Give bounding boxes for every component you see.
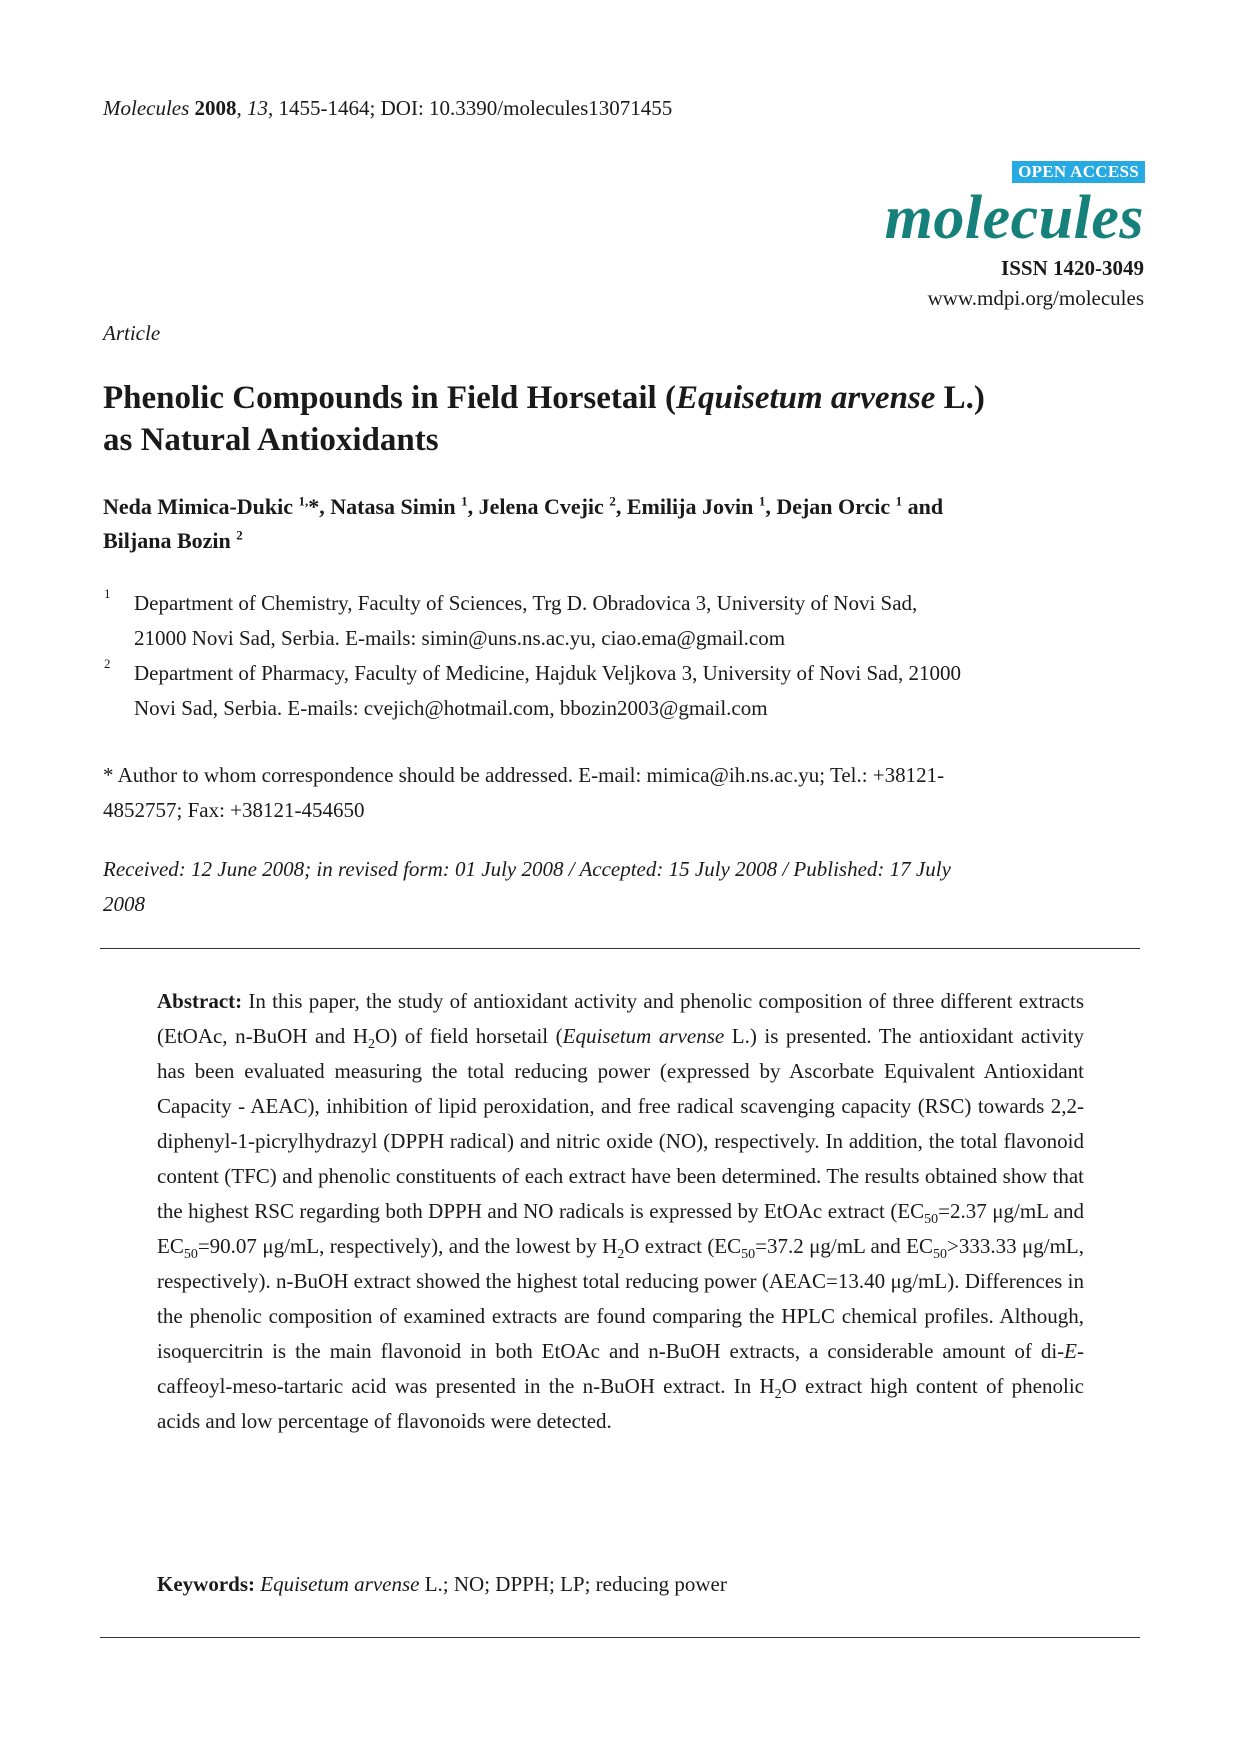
author-affiliation: 1 — [895, 493, 903, 509]
subscript: 50 — [183, 1247, 198, 1263]
abstract-label: Abstract: — [157, 989, 243, 1013]
affiliation-number: 2 — [104, 656, 111, 671]
abstract — [157, 984, 1084, 1439]
abstract-text: =90.07 μg/mL, respectively), and the lowest by H — [197, 1234, 618, 1258]
dates-line: 2008 — [103, 892, 145, 916]
author-affiliation: 2 — [236, 527, 243, 543]
title-species: Equisetum arvense — [675, 380, 936, 416]
keywords-label: Keywords: — [157, 1572, 255, 1596]
affiliation-number: 1 — [104, 586, 111, 601]
abstract-text: =37.2 μg/mL and EC — [755, 1234, 934, 1258]
subscript: 2 — [368, 1037, 376, 1053]
author-name: Jelena Cvejic — [478, 494, 604, 519]
abstract-text: O extract (EC — [624, 1234, 742, 1258]
subscript: 50 — [924, 1212, 939, 1228]
affiliation-line: Novi Sad, Serbia. E-mails: cvejich@hotmail.com, bbozin2003@gmail.com — [134, 696, 768, 720]
abstract-text: =2.37 μg/mL and EC — [157, 1199, 1084, 1258]
subscript: 2 — [617, 1247, 625, 1263]
author-name: Natasa Simin — [330, 494, 456, 519]
author-affiliation: 1 — [461, 493, 468, 509]
abstract-text: O) of field horsetail ( — [375, 1024, 563, 1048]
abstract-text: O extract high content of phenolic acids and low percentage of flavonoids were detected. — [157, 1374, 1084, 1433]
correspondence-line: * Author to whom correspondence should be addressed. E-mail: mimica@ih.ns.ac.yu; Tel.: +38121- — [103, 763, 945, 787]
author-list: Neda Mimica-Dukic $^{1,}$*, Natasa Simin $^1$, Jelena Cvejic $^2$, Emilija Jovin $^1$, Dejan Orcic $^1$ and Biljana Bozin $^2$ — [103, 493, 944, 553]
affiliation-2 — [134, 656, 1134, 726]
authors-and: and — [907, 494, 944, 519]
author-affiliation: 1, — [298, 493, 309, 509]
subscript: 50 — [741, 1247, 756, 1263]
author-affiliation: 1 — [758, 493, 766, 509]
paper-title — [103, 377, 1143, 461]
author-name: Emilija Jovin — [626, 494, 754, 519]
journal-name: Molecules — [103, 96, 190, 120]
title-line2: as Natural Antioxidants — [103, 422, 439, 458]
affiliation-1 — [134, 586, 1134, 656]
affiliation-line: 21000 Novi Sad, Serbia. E-mails: simin@uns.ns.ac.yu, ciao.ema@gmail.com — [134, 626, 786, 650]
journal-reference: Molecules 2008, 13, 1455-1464; DOI: 10.3390/molecules13071455 — [103, 96, 673, 120]
dates-line: Received: 12 June 2008; in revised form: 01 July 2008 / Accepted: 15 July 2008 / Published: 17 July — [103, 857, 951, 881]
keywords-species: Equisetum arvense — [260, 1572, 420, 1596]
affiliation-line: Department of Pharmacy, Faculty of Medicine, Hajduk Veljkova 3, University of Novi Sad, 21000 — [134, 661, 961, 685]
divider-bottom — [100, 1637, 1140, 1638]
author-name: Dejan Orcic — [776, 494, 891, 519]
abstract-text: -caffeoyl-meso-tartaric acid was presented in the n-BuOH extract. In H — [157, 1339, 1084, 1398]
subscript: 50 — [933, 1247, 948, 1263]
keywords — [157, 1567, 1084, 1602]
title-part1: Phenolic Compounds in Field Horsetail ( — [103, 380, 676, 416]
abstract-species: Equisetum arvense — [562, 1024, 725, 1048]
subscript: 2 — [774, 1387, 782, 1403]
author-name: Neda Mimica-Dukic — [103, 494, 294, 519]
publication-dates — [103, 852, 1143, 922]
journal-volume: 13 — [247, 96, 269, 120]
author-affiliation: 2 — [609, 493, 616, 509]
issn: ISSN 1420-3049 — [1001, 256, 1144, 280]
keywords-text: L.; NO; DPPH; LP; reducing power — [419, 1572, 727, 1596]
article-type: Article — [103, 321, 161, 345]
author-name: Biljana Bozin — [103, 528, 231, 553]
correspondence-note — [103, 758, 1143, 828]
divider-top — [100, 948, 1140, 949]
abstract-italic: E — [1064, 1339, 1077, 1363]
journal-pages-doi: , 1455-1464; DOI: 10.3390/molecules13071455 — [268, 96, 673, 120]
affiliation-line: Department of Chemistry, Faculty of Sciences, Trg D. Obradovica 3, University of Novi Sad, — [134, 591, 918, 615]
title-part2: L.) — [935, 380, 985, 416]
abstract-text: >333.33 μg/mL, respectively). n-BuOH extract showed the highest total reducing power (AEAC=13.40 μg/mL). Differences in the phenolic composition of examined extracts are found comparing the HPLC chemical profiles. Although, isoquercitrin is the main flavonoid in both EtOAc and n-BuOH extracts, a considerable amount of di- — [157, 1234, 1084, 1363]
correspondence-line: 4852757; Fax: +38121-454650 — [103, 798, 365, 822]
journal-year: 2008 — [194, 96, 237, 120]
open-access-badge: OPEN ACCESS — [1012, 161, 1145, 183]
corresponding-mark: * — [308, 494, 320, 519]
abstract-text: In this paper, the study of antioxidant activity and phenolic composition of three different extracts (EtOAc, n-BuOH and H — [157, 989, 1084, 1048]
abstract-text: L.) is presented. The antioxidant activity has been evaluated measuring the total reducing power (expressed by Ascorbate Equivalent Antioxidant Capacity - AEAC), inhibition of lipid peroxidation, and free radical scavenging capacity (RSC) towards 2,2-diphenyl-1-picrylhydrazyl (DPPH radical) and nitric oxide (NO), respectively. In addition, the total flavonoid content (TFC) and phenolic constituents of each extract have been determined. The results obtained show that the highest RSC regarding both DPPH and NO radicals is expressed by EtOAc extract (EC — [157, 1024, 1084, 1223]
journal-url[interactable]: www.mdpi.org/molecules — [927, 286, 1144, 310]
journal-logo: molecules — [884, 184, 1144, 252]
